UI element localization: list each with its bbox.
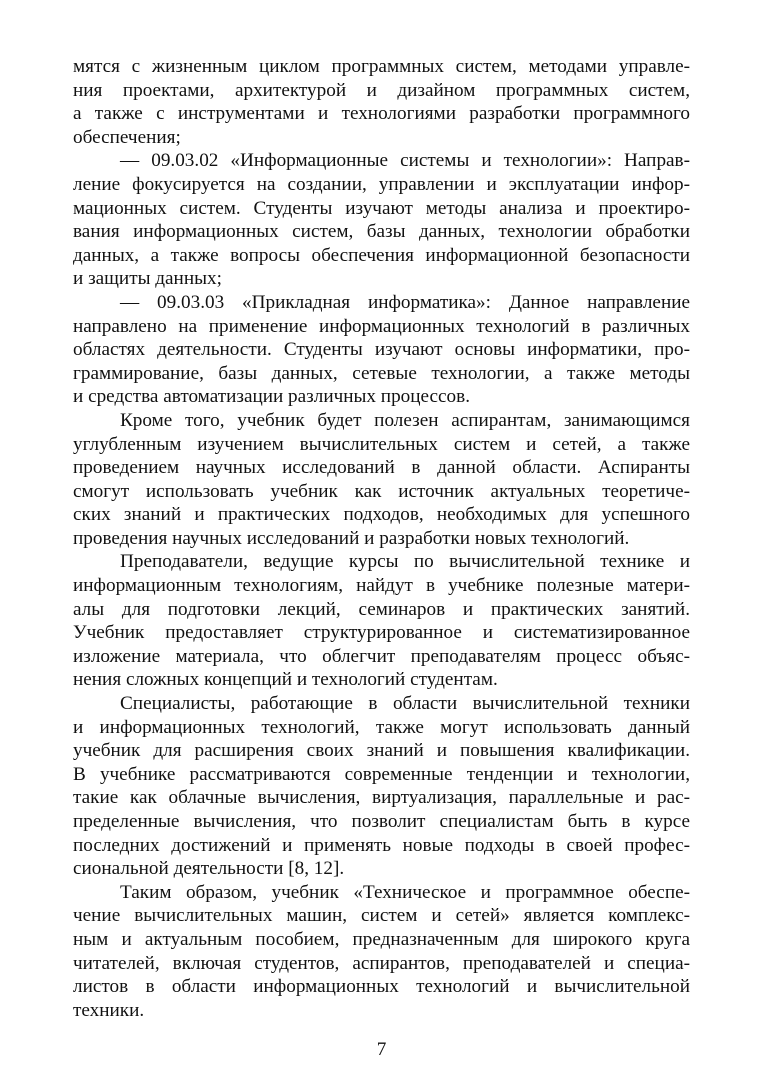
text-line: Кроме того, учебник будет полезен аспирантам, занимающимся — [120, 409, 690, 431]
text-line: ление фокусируется на создании, управлении и эксплуатации инфор- — [73, 173, 690, 195]
text-line: нения сложных концепций и технологий студентам. — [73, 669, 498, 691]
text-line: листов в области информационных технологий и вычислительной — [73, 976, 690, 998]
text-line: граммирование, базы данных, сетевые технологии, а также методы — [73, 362, 690, 384]
text-line: пределенные вычисления, что позволит специалистам быть в курсе — [73, 811, 690, 832]
text-line: — 09.03.03 «Прикладная информатика»: Данное направление — [120, 291, 690, 313]
text-line: Учебник предоставляет структурированное и систематизированное — [73, 622, 690, 644]
text-line: проведения научных исследований и разработки новых технологий. — [73, 527, 630, 549]
text-line: такие как облачные вычисления, виртуализация, параллельные и рас- — [73, 787, 690, 809]
text-line: Преподаватели, ведущие курсы по вычислительной технике и — [120, 551, 690, 573]
text-line: Таким образом, учебник «Техническое и программное обеспе- — [120, 881, 690, 903]
text-line: читателей, включая студентов, аспирантов, преподавателей и специа- — [73, 952, 690, 974]
text-line: сиональной деятельности [8, 12]. — [73, 858, 345, 880]
paragraph-conclusion — [73, 881, 690, 1023]
text-line: мятся с жизненным циклом программных систем, методами управле- — [73, 56, 690, 77]
text-line: ным и актуальным пособием, предназначенным для широкого круга — [73, 928, 690, 950]
paragraph-09-03-03 — [73, 291, 690, 409]
page-body — [73, 55, 690, 1022]
text-line: направлено на применение информационных технологий в различных — [73, 315, 690, 337]
text-line: вания информационных систем, базы данных, технологии обработки — [73, 221, 690, 243]
paragraph-continuation — [73, 55, 690, 149]
paragraph-teachers — [73, 550, 690, 692]
text-line: областях деятельности. Студенты изучают основы информатики, про- — [73, 339, 690, 361]
text-line: техники. — [73, 999, 145, 1021]
text-line: мационных систем. Студенты изучают методы анализа и проектиро- — [73, 197, 690, 219]
text-line: ских знаний и практических подходов, необходимых для успешного — [73, 504, 690, 526]
text-line: последних достижений и применять новые подходы в своей профес- — [73, 834, 690, 856]
paragraph-specialists — [73, 692, 690, 881]
text-line: данных, а также вопросы обеспечения информационной безопасности — [73, 244, 690, 266]
text-line: и средства автоматизации различных процессов. — [73, 386, 470, 408]
text-line: а также с инструментами и технологиями разработки программного — [73, 103, 690, 125]
text-line: чение вычислительных машин, систем и сетей» является комплекс- — [73, 905, 690, 927]
text-line: углубленным изучением вычислительных систем и сетей, а также — [73, 433, 690, 455]
text-line: — 09.03.02 «Информационные системы и технологии»: Направ- — [120, 150, 690, 172]
text-line: информационным технологиям, найдут в учебнике полезные матери- — [73, 575, 690, 597]
text-line: обеспечения; — [73, 126, 181, 148]
text-line: проведением научных исследований в данной области. Аспиранты — [73, 457, 690, 479]
paragraph-09-03-02 — [73, 149, 690, 291]
text-line: изложение материала, что облегчит преподавателям процесс объяс- — [73, 645, 690, 667]
text-line: ния проектами, архитектурой и дизайном программных систем, — [73, 79, 690, 101]
text-line: В учебнике рассматриваются современные тенденции и технологии, — [73, 763, 690, 785]
text-line: смогут использовать учебник как источник актуальных теоретиче- — [73, 480, 690, 502]
text-line: алы для подготовки лекций, семинаров и практических занятий. — [73, 598, 690, 620]
text-line: и информационных технологий, также могут использовать данный — [73, 716, 690, 738]
page-number: 7 — [376, 1039, 387, 1060]
text-line: и защиты данных; — [73, 268, 222, 290]
paragraph-graduate-students — [73, 409, 690, 551]
text-line: Специалисты, работающие в области вычислительной техники — [120, 693, 690, 715]
text-line: учебник для расширения своих знаний и повышения квалификации. — [73, 740, 690, 762]
